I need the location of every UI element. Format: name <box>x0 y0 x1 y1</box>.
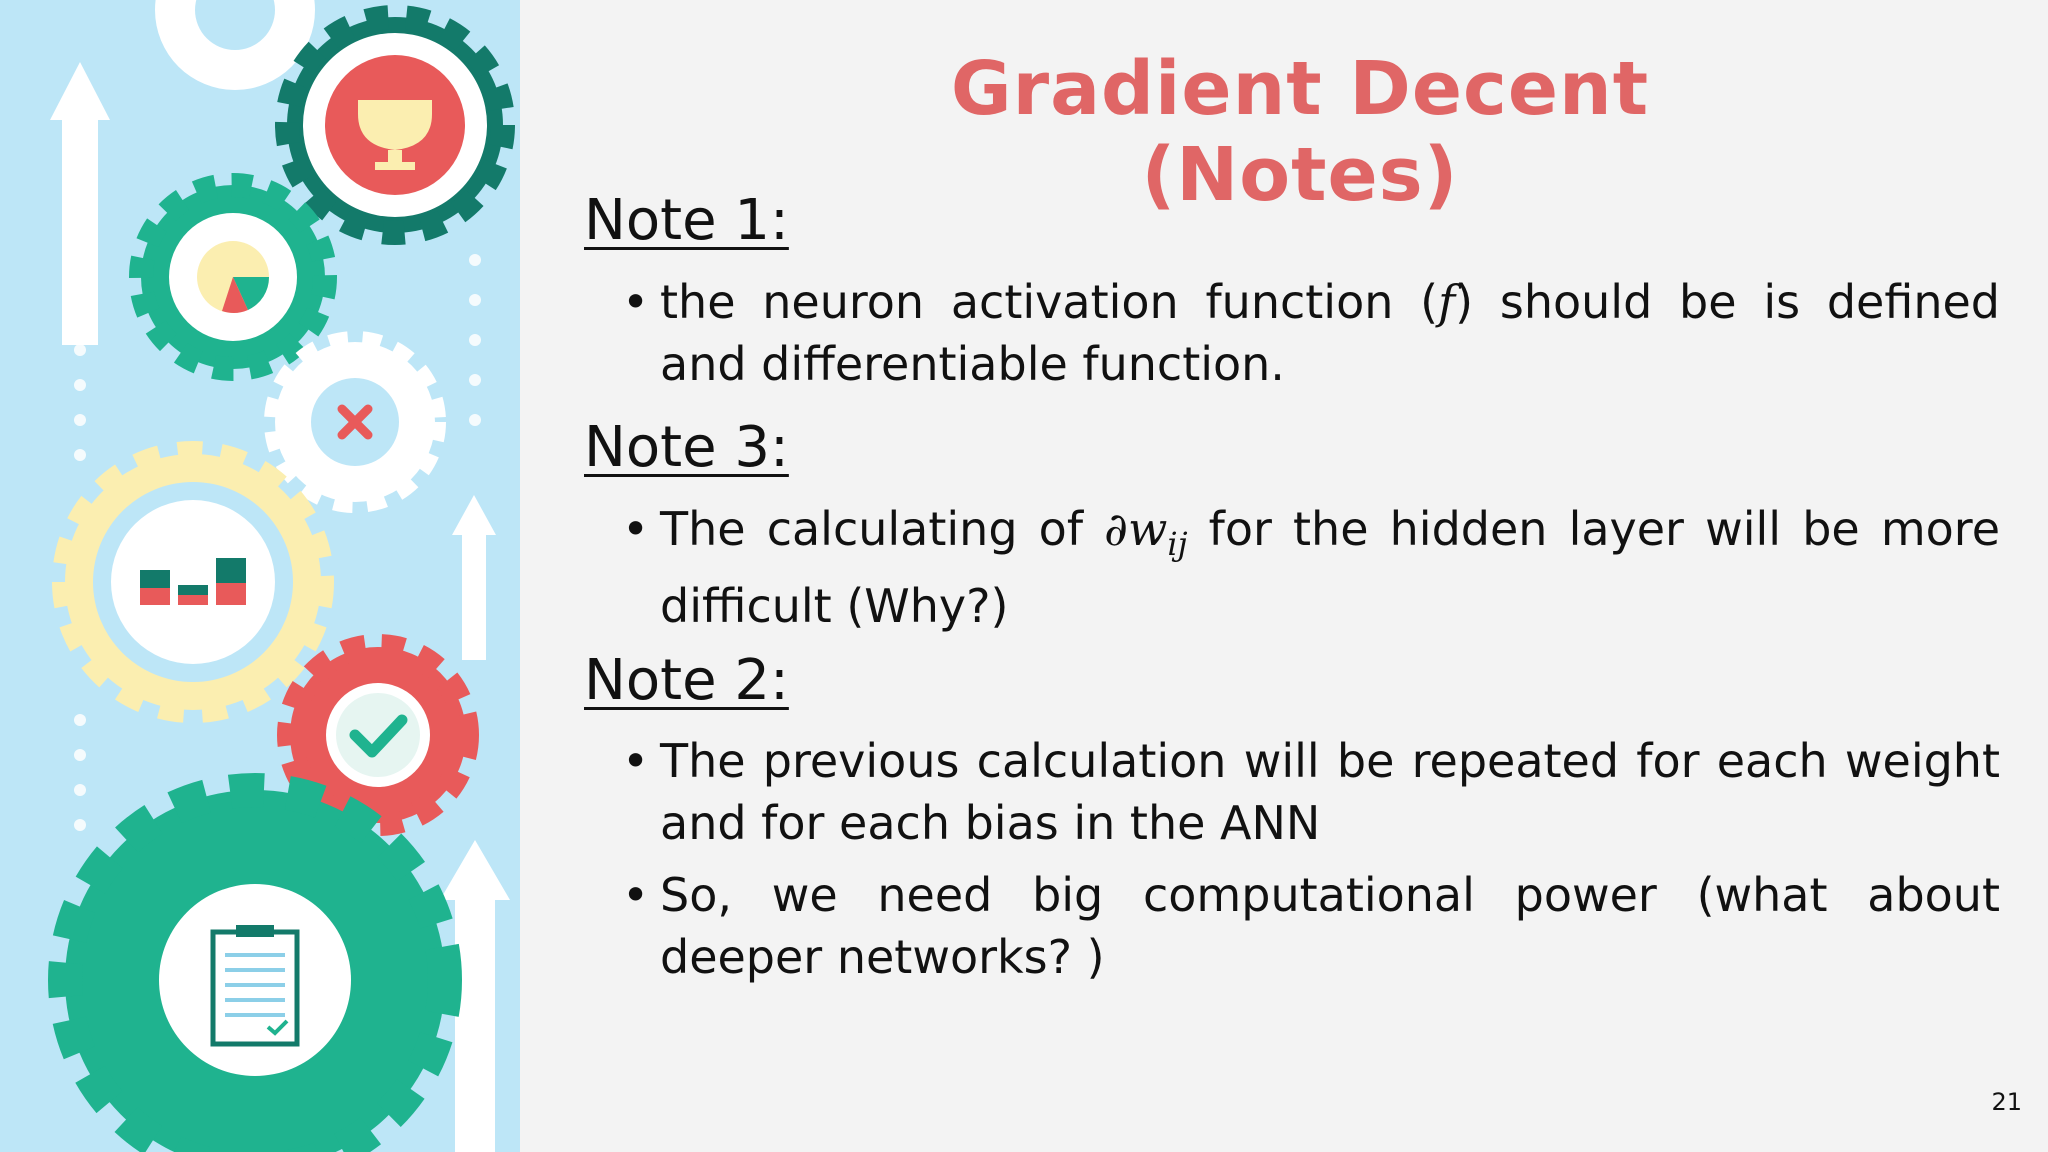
bullet-text: ) should be is defined and differentiable function. <box>660 275 2000 391</box>
gear-icon <box>65 454 321 710</box>
pie-chart-icon <box>197 241 269 313</box>
math-symbol: f <box>1438 275 1456 329</box>
bullet-dot-icon: • <box>622 275 650 329</box>
gear-icon <box>155 0 315 90</box>
bullet-text: for the hidden layer will be more difficult (Why?) <box>660 502 2000 634</box>
bullet-dot-icon: • <box>622 502 650 556</box>
clipboard-icon <box>213 925 297 1044</box>
arrow-up-icon <box>452 495 496 660</box>
gears-illustration <box>0 0 520 1152</box>
page-number: 21 <box>1991 1088 2022 1116</box>
slide-title: Gradient Decent (Notes) <box>950 46 1650 218</box>
bullet-item <box>622 498 2000 637</box>
bullet-item <box>622 864 2000 988</box>
bullet-item <box>622 730 2000 854</box>
bullet-text: So, we need big computational power (what about deeper networks? ) <box>660 868 2000 984</box>
slide-content <box>520 0 2048 1152</box>
decorative-sidebar <box>0 0 520 1152</box>
arrow-up-icon <box>50 62 110 345</box>
bullet-dot-icon: • <box>622 868 650 922</box>
note-heading: Note 3: <box>584 415 789 480</box>
bullet-text: the neuron activation function ( <box>660 275 1439 329</box>
math-subscript: ij <box>1167 525 1188 564</box>
bullet-text: The calculating of <box>660 502 1105 556</box>
note-heading: Note 1: <box>584 188 789 253</box>
math-symbol: ∂w <box>1104 502 1168 556</box>
note-heading: Note 2: <box>584 648 789 713</box>
bullet-text: The previous calculation will be repeated for each weight and for each bias in the ANN <box>660 734 2000 850</box>
bullet-dot-icon: • <box>622 734 650 788</box>
bullet-item <box>622 271 2000 395</box>
